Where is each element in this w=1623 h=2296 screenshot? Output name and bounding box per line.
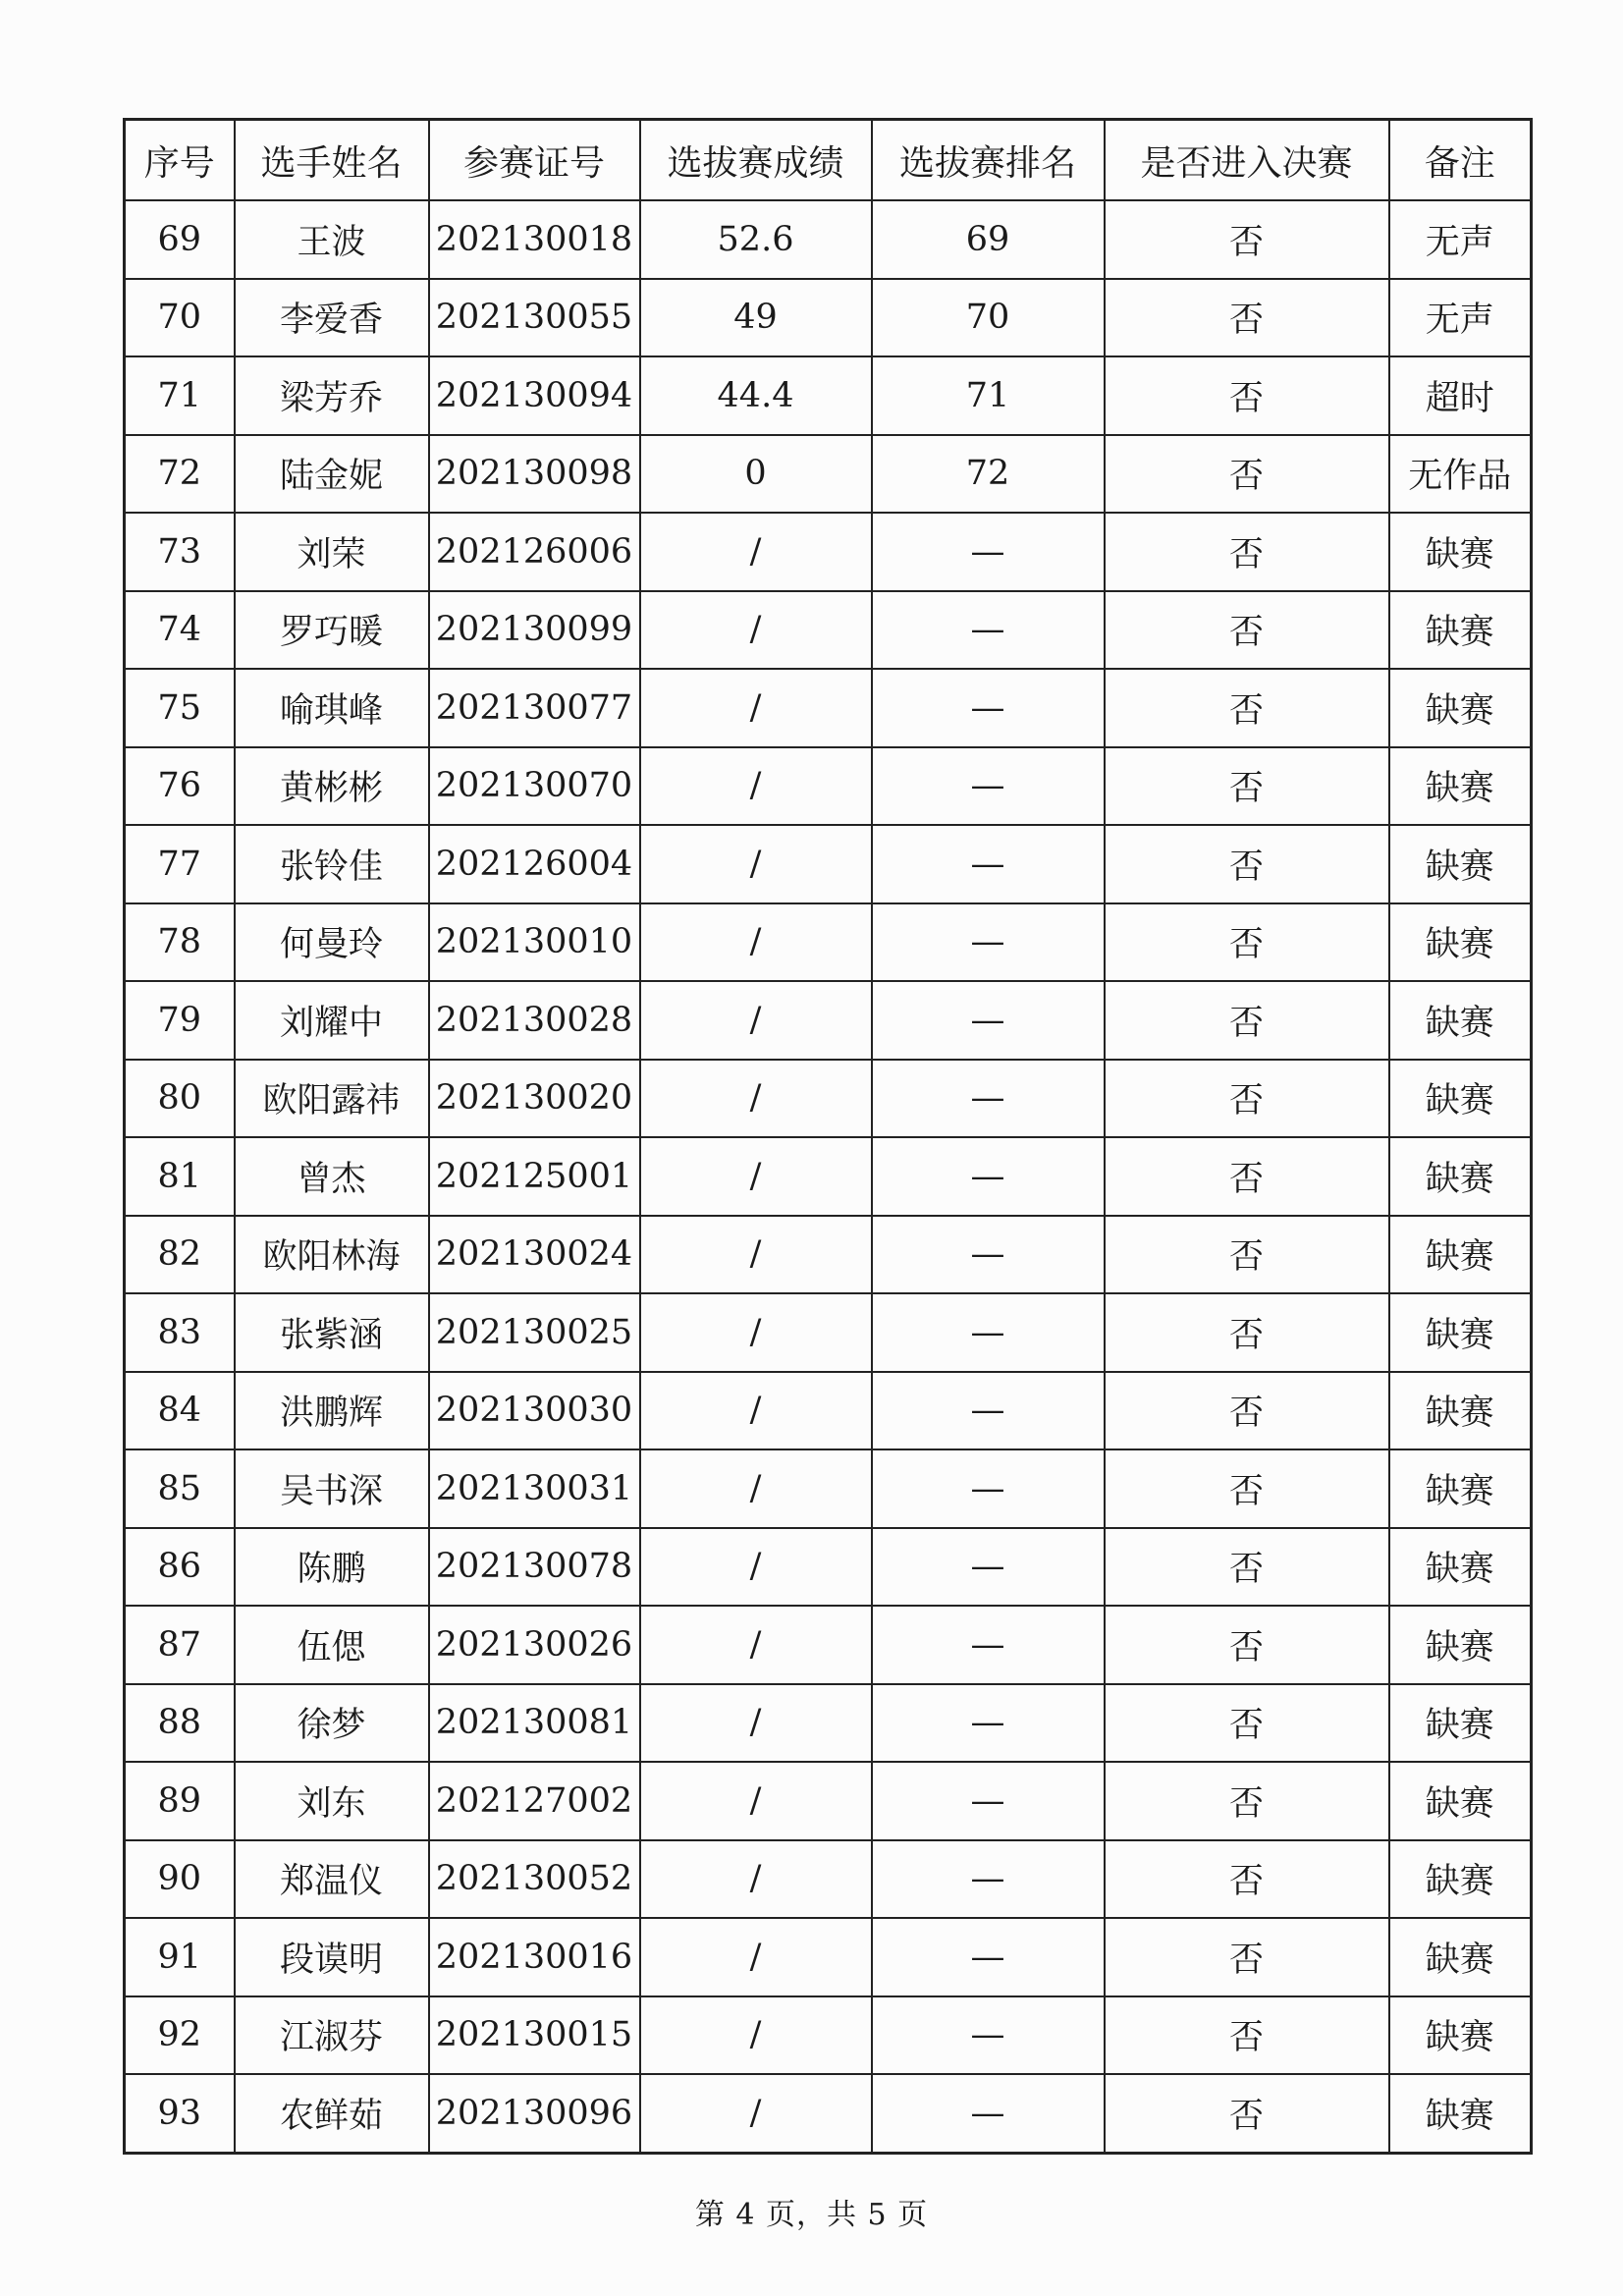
cell-final: 否	[1105, 1996, 1389, 2075]
cell-rank: —	[872, 1762, 1105, 1840]
table-header	[125, 120, 1532, 201]
header-score: 选拔赛成绩	[640, 120, 872, 201]
cell-seq: 85	[125, 1449, 235, 1528]
table-row	[125, 1606, 1532, 1684]
cell-final: 否	[1105, 1216, 1389, 1294]
cell-score: 52.6	[640, 200, 872, 279]
cell-rank: —	[872, 2074, 1105, 2153]
cell-name: 郑温仪	[235, 1840, 429, 1919]
cell-final: 否	[1105, 200, 1389, 279]
cell-final: 否	[1105, 1528, 1389, 1607]
cell-seq: 87	[125, 1606, 235, 1684]
cell-rank: 70	[872, 279, 1105, 357]
cell-rank: —	[872, 591, 1105, 670]
cell-rank: —	[872, 1137, 1105, 1216]
table-row	[125, 1528, 1532, 1607]
cell-note: 缺赛	[1389, 747, 1532, 826]
table-row	[125, 1137, 1532, 1216]
cell-id: 202130077	[429, 669, 640, 747]
cell-name: 刘东	[235, 1762, 429, 1840]
cell-name: 黄彬彬	[235, 747, 429, 826]
table-row	[125, 1996, 1532, 2075]
header-row	[125, 120, 1532, 201]
cell-name: 农鲜茹	[235, 2074, 429, 2153]
cell-seq: 86	[125, 1528, 235, 1607]
table-row	[125, 747, 1532, 826]
cell-note: 缺赛	[1389, 1918, 1532, 1996]
cell-score: /	[640, 1762, 872, 1840]
cell-name: 刘荣	[235, 513, 429, 591]
cell-id: 202130070	[429, 747, 640, 826]
cell-score: /	[640, 2074, 872, 2153]
table-row	[125, 1762, 1532, 1840]
cell-score: /	[640, 1216, 872, 1294]
cell-name: 伍偲	[235, 1606, 429, 1684]
cell-final: 否	[1105, 1840, 1389, 1919]
cell-name: 王波	[235, 200, 429, 279]
cell-final: 否	[1105, 825, 1389, 903]
cell-seq: 72	[125, 435, 235, 514]
cell-id: 202130018	[429, 200, 640, 279]
table-row	[125, 356, 1532, 435]
cell-seq: 90	[125, 1840, 235, 1919]
cell-final: 否	[1105, 1137, 1389, 1216]
table-row	[125, 200, 1532, 279]
header-final: 是否进入决赛	[1105, 120, 1389, 201]
cell-score: /	[640, 1606, 872, 1684]
cell-rank: —	[872, 1528, 1105, 1607]
cell-name: 喻琪峰	[235, 669, 429, 747]
table-row	[125, 2074, 1532, 2153]
cell-note: 超时	[1389, 356, 1532, 435]
cell-final: 否	[1105, 747, 1389, 826]
cell-score: /	[640, 1372, 872, 1450]
cell-id: 202130081	[429, 1684, 640, 1763]
cell-id: 202130055	[429, 279, 640, 357]
cell-note: 缺赛	[1389, 513, 1532, 591]
table-row	[125, 1293, 1532, 1372]
table-row	[125, 435, 1532, 514]
cell-seq: 73	[125, 513, 235, 591]
cell-final: 否	[1105, 1060, 1389, 1138]
cell-final: 否	[1105, 903, 1389, 982]
cell-rank: —	[872, 669, 1105, 747]
cell-rank: —	[872, 1372, 1105, 1450]
cell-id: 202127002	[429, 1762, 640, 1840]
cell-rank: —	[872, 1684, 1105, 1763]
cell-id: 202130025	[429, 1293, 640, 1372]
cell-score: /	[640, 1840, 872, 1919]
cell-id: 202130078	[429, 1528, 640, 1607]
cell-seq: 75	[125, 669, 235, 747]
cell-final: 否	[1105, 1372, 1389, 1450]
cell-id: 202125001	[429, 1137, 640, 1216]
cell-name: 欧阳露祎	[235, 1060, 429, 1138]
header-seq: 序号	[125, 120, 235, 201]
cell-id: 202130030	[429, 1372, 640, 1450]
cell-note: 缺赛	[1389, 591, 1532, 670]
cell-seq: 88	[125, 1684, 235, 1763]
cell-seq: 69	[125, 200, 235, 279]
table-row	[125, 903, 1532, 982]
cell-final: 否	[1105, 1684, 1389, 1763]
cell-note: 缺赛	[1389, 1684, 1532, 1763]
cell-rank: 71	[872, 356, 1105, 435]
cell-note: 缺赛	[1389, 1060, 1532, 1138]
cell-final: 否	[1105, 1762, 1389, 1840]
cell-id: 202130096	[429, 2074, 640, 2153]
cell-id: 202126004	[429, 825, 640, 903]
page-footer: 第 4 页，共 5 页	[694, 2198, 929, 2232]
cell-score: /	[640, 825, 872, 903]
cell-note: 无作品	[1389, 435, 1532, 514]
cell-score: 49	[640, 279, 872, 357]
header-rank: 选拔赛排名	[872, 120, 1105, 201]
cell-score: /	[640, 1528, 872, 1607]
cell-rank: —	[872, 903, 1105, 982]
cell-score: /	[640, 1060, 872, 1138]
cell-name: 陆金妮	[235, 435, 429, 514]
cell-id: 202130016	[429, 1918, 640, 1996]
cell-name: 何曼玲	[235, 903, 429, 982]
cell-seq: 77	[125, 825, 235, 903]
table-row	[125, 1449, 1532, 1528]
cell-final: 否	[1105, 435, 1389, 514]
cell-note: 缺赛	[1389, 2074, 1532, 2153]
cell-rank: —	[872, 981, 1105, 1060]
table-row	[125, 1216, 1532, 1294]
table-row	[125, 591, 1532, 670]
cell-seq: 93	[125, 2074, 235, 2153]
cell-score: /	[640, 1684, 872, 1763]
cell-id: 202130028	[429, 981, 640, 1060]
cell-final: 否	[1105, 279, 1389, 357]
cell-name: 段谟明	[235, 1918, 429, 1996]
cell-name: 江淑芬	[235, 1996, 429, 2075]
table-row	[125, 669, 1532, 747]
cell-seq: 70	[125, 279, 235, 357]
results-table	[123, 118, 1533, 2155]
cell-score: /	[640, 1918, 872, 1996]
cell-score: /	[640, 981, 872, 1060]
cell-id: 202130024	[429, 1216, 640, 1294]
cell-name: 洪鹏辉	[235, 1372, 429, 1450]
cell-name: 欧阳林海	[235, 1216, 429, 1294]
cell-note: 缺赛	[1389, 1840, 1532, 1919]
header-note: 备注	[1389, 120, 1532, 201]
cell-note: 缺赛	[1389, 1216, 1532, 1294]
cell-rank: —	[872, 1996, 1105, 2075]
cell-note: 缺赛	[1389, 669, 1532, 747]
cell-name: 曾杰	[235, 1137, 429, 1216]
cell-id: 202130031	[429, 1449, 640, 1528]
cell-name: 张紫涵	[235, 1293, 429, 1372]
cell-rank: —	[872, 1449, 1105, 1528]
cell-score: /	[640, 747, 872, 826]
cell-note: 无声	[1389, 279, 1532, 357]
cell-score: 44.4	[640, 356, 872, 435]
table-row	[125, 1918, 1532, 1996]
cell-rank: 69	[872, 200, 1105, 279]
cell-note: 缺赛	[1389, 825, 1532, 903]
cell-note: 缺赛	[1389, 1137, 1532, 1216]
cell-note: 缺赛	[1389, 1996, 1532, 2075]
header-id: 参赛证号	[429, 120, 640, 201]
cell-seq: 91	[125, 1918, 235, 1996]
cell-id: 202130052	[429, 1840, 640, 1919]
cell-note: 缺赛	[1389, 1293, 1532, 1372]
cell-final: 否	[1105, 1606, 1389, 1684]
cell-seq: 79	[125, 981, 235, 1060]
table-row	[125, 513, 1532, 591]
cell-final: 否	[1105, 1449, 1389, 1528]
table-row	[125, 1684, 1532, 1763]
cell-final: 否	[1105, 513, 1389, 591]
table-row	[125, 279, 1532, 357]
cell-score: /	[640, 591, 872, 670]
cell-score: /	[640, 513, 872, 591]
cell-id: 202130099	[429, 591, 640, 670]
cell-id: 202126006	[429, 513, 640, 591]
cell-note: 缺赛	[1389, 1606, 1532, 1684]
cell-score: /	[640, 1449, 872, 1528]
cell-score: /	[640, 903, 872, 982]
cell-final: 否	[1105, 356, 1389, 435]
cell-note: 缺赛	[1389, 981, 1532, 1060]
cell-final: 否	[1105, 1293, 1389, 1372]
cell-seq: 89	[125, 1762, 235, 1840]
cell-score: 0	[640, 435, 872, 514]
cell-note: 无声	[1389, 200, 1532, 279]
cell-final: 否	[1105, 591, 1389, 670]
cell-final: 否	[1105, 2074, 1389, 2153]
cell-seq: 92	[125, 1996, 235, 2075]
cell-seq: 76	[125, 747, 235, 826]
cell-rank: —	[872, 1216, 1105, 1294]
cell-score: /	[640, 1137, 872, 1216]
cell-seq: 82	[125, 1216, 235, 1294]
cell-note: 缺赛	[1389, 1762, 1532, 1840]
table-row	[125, 1372, 1532, 1450]
table-row	[125, 1060, 1532, 1138]
cell-seq: 80	[125, 1060, 235, 1138]
cell-rank: —	[872, 825, 1105, 903]
cell-seq: 74	[125, 591, 235, 670]
cell-rank: —	[872, 1606, 1105, 1684]
cell-score: /	[640, 1293, 872, 1372]
cell-rank: 72	[872, 435, 1105, 514]
cell-final: 否	[1105, 669, 1389, 747]
cell-score: /	[640, 669, 872, 747]
cell-note: 缺赛	[1389, 1528, 1532, 1607]
cell-id: 202130015	[429, 1996, 640, 2075]
cell-id: 202130020	[429, 1060, 640, 1138]
cell-final: 否	[1105, 981, 1389, 1060]
cell-rank: —	[872, 1840, 1105, 1919]
header-name: 选手姓名	[235, 120, 429, 201]
cell-rank: —	[872, 1060, 1105, 1138]
cell-id: 202130010	[429, 903, 640, 982]
cell-name: 张铃佳	[235, 825, 429, 903]
cell-name: 吴书深	[235, 1449, 429, 1528]
cell-seq: 84	[125, 1372, 235, 1450]
table-row	[125, 981, 1532, 1060]
cell-id: 202130098	[429, 435, 640, 514]
cell-name: 李爱香	[235, 279, 429, 357]
cell-name: 罗巧暖	[235, 591, 429, 670]
cell-name: 徐梦	[235, 1684, 429, 1763]
cell-score: /	[640, 1996, 872, 2075]
table-row	[125, 1840, 1532, 1919]
cell-name: 梁芳乔	[235, 356, 429, 435]
cell-seq: 71	[125, 356, 235, 435]
cell-name: 陈鹏	[235, 1528, 429, 1607]
cell-id: 202130026	[429, 1606, 640, 1684]
table-row	[125, 825, 1532, 903]
cell-note: 缺赛	[1389, 1449, 1532, 1528]
cell-seq: 81	[125, 1137, 235, 1216]
cell-rank: —	[872, 747, 1105, 826]
cell-rank: —	[872, 1918, 1105, 1996]
table-body	[125, 200, 1532, 2153]
cell-id: 202130094	[429, 356, 640, 435]
cell-seq: 78	[125, 903, 235, 982]
cell-final: 否	[1105, 1918, 1389, 1996]
cell-rank: —	[872, 513, 1105, 591]
cell-rank: —	[872, 1293, 1105, 1372]
cell-note: 缺赛	[1389, 1372, 1532, 1450]
cell-name: 刘耀中	[235, 981, 429, 1060]
cell-seq: 83	[125, 1293, 235, 1372]
cell-note: 缺赛	[1389, 903, 1532, 982]
